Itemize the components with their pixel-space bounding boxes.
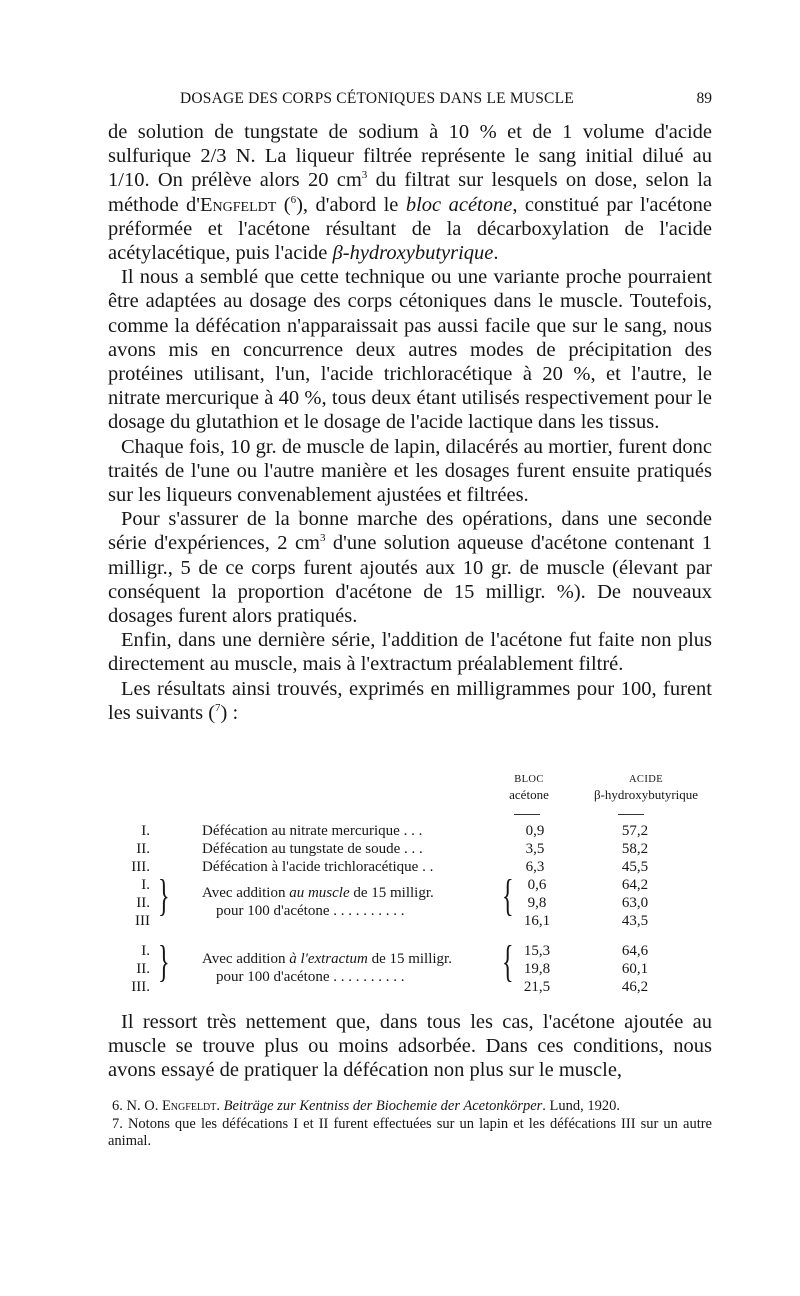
value-bloc: 0,6 xyxy=(527,877,547,893)
value-bloc: 0,9 xyxy=(525,823,545,839)
left-brace: } xyxy=(158,937,170,986)
footnote-ref-7[interactable]: 7 xyxy=(215,702,221,715)
right-brace: { xyxy=(502,937,514,986)
paragraph-5: Enfin, dans une dernière série, l'addition de l'acétone fut faite non plus directement au muscle, mais à l'extractum préalablement filtré. xyxy=(108,629,712,676)
author-engfeldt: Engfeldt xyxy=(200,193,277,216)
group-label-line2: pour 100 d'acétone . . . . . . . . . . xyxy=(216,903,405,919)
footnotes xyxy=(108,1098,712,1151)
body-text-continued xyxy=(108,1010,712,1083)
row-roman: I. xyxy=(141,877,150,893)
right-brace: { xyxy=(502,871,514,920)
value-acide: 46,2 xyxy=(621,979,649,995)
row-roman: II. xyxy=(136,895,150,911)
value-bloc: 15,3 xyxy=(523,943,551,959)
value-acide: 60,1 xyxy=(621,961,649,977)
row-label: Défécation au tungstate de soude . . . xyxy=(202,841,423,857)
running-head xyxy=(108,90,712,114)
row-roman: III. xyxy=(131,979,150,995)
footnote-6: 6. N. O. Engfeldt. Beiträge zur Kentniss der Biochemie der Acetonkörper. Lund, 1920. xyxy=(112,1098,621,1114)
paragraph-6: Les résultats ainsi trouvés, exprimés en milligrammes pour 100, furent les suivants ($^7$) : xyxy=(108,677,712,724)
paragraph-7: Il ressort très nettement que, dans tous les cas, l'acétone ajoutée au muscle se trouve plus ou moins adsorbée. Dans ces conditions, nous avons essayé de pratiquer la défécation non plus sur le muscle, xyxy=(108,1011,712,1082)
value-bloc: 3,5 xyxy=(525,841,545,857)
value-acide: 45,5 xyxy=(621,859,649,875)
row-roman: II. xyxy=(136,841,150,857)
value-acide: 58,2 xyxy=(621,841,649,857)
value-bloc: 16,1 xyxy=(523,913,551,929)
value-bloc: 9,8 xyxy=(527,895,547,911)
group-label: Avec addition au muscle de 15 milligr. xyxy=(202,885,434,901)
col-head-acide: ACIDE β-hydroxybutyrique xyxy=(593,774,699,802)
body-text xyxy=(108,120,712,725)
col-head-bloc: BLOC acétone xyxy=(509,774,549,802)
left-brace: } xyxy=(158,871,170,920)
value-acide: 43,5 xyxy=(621,913,649,929)
value-bloc: 21,5 xyxy=(523,979,551,995)
value-acide: 57,2 xyxy=(621,823,649,839)
row-roman: III. xyxy=(131,859,150,875)
paragraph-2: Il nous a semblé que cette technique ou une variante proche pourraient être adaptées au dosage des corps cétoniques dans le muscle. Toutefois, comme la défécation n'apparaissait pas aussi facile que sur le sang, nous avons mis en concurrence deux autres modes de précipitation des protéines utilisant, l'un, l'acide trichloracétique à 20 %, et l'autre, le nitrate mercurique à 40 %, tous deux étant utilisés respectivement pour le dosage du glutathion et le dosage de l'acide lactique dans les tissus. xyxy=(108,266,712,434)
row-roman: III xyxy=(135,913,150,929)
row-roman: I. xyxy=(141,943,150,959)
footnote-7: 7. Notons que les défécations I et II furent effectuées sur un lapin et les défécations III sur un autre animal. xyxy=(108,1115,712,1149)
paragraph-3: Chaque fois, 10 gr. de muscle de lapin, dilacérés au mortier, furent donc traités de l'une ou l'autre manière et les dosages furent ensuite pratiqués sur les liqueurs convenablement ajustées et filtrées. xyxy=(108,435,712,507)
paragraph-1: de solution de tungstate de sodium à 10 % et de 1 volume d'acide sulfurique 2/3 N. La liqueur filtrée représente le sang initial dilué au 1/10. On prélève alors 20 $cm^3$ du filtrat sur lesquels on dose, selon la méthode d'Engfeldt ($^6$), d'abord le bloc acétone, constitué par l'acétone préformée et l'acétone résultant de la décarboxylation de l'acide acétylacétique, puis l'acide β-hydroxybutyrique. xyxy=(108,121,713,265)
row-label: Défécation à l'acide trichloracétique . . xyxy=(202,859,434,875)
col-rule-1 xyxy=(514,814,540,815)
col-rule-2 xyxy=(618,814,644,815)
value-acide: 64,6 xyxy=(621,943,649,959)
value-acide: 63,0 xyxy=(621,895,649,911)
row-roman: I. xyxy=(141,823,150,839)
group-label-line2: pour 100 d'acétone . . . . . . . . . . xyxy=(216,969,405,985)
page-number: 89 xyxy=(696,90,712,107)
value-acide: 64,2 xyxy=(621,877,649,893)
value-bloc: 19,8 xyxy=(523,961,551,977)
row-roman: II. xyxy=(136,961,150,977)
paragraph-4: Pour s'assurer de la bonne marche des opérations, dans une seconde série d'expériences, 2 $cm^3$ d'une solution aqueuse d'acétone contenant 1 milligr., 5 de ce corps furent ajoutés aux 10 gr. de muscle (élevant par conséquent la proportion d'acétone de 15 milligr. %). De nouveaux dosages furent alors pratiqués. xyxy=(108,508,712,628)
footnote-ref-6[interactable]: 6 xyxy=(290,193,297,206)
value-bloc: 6,3 xyxy=(525,859,545,875)
running-head-title: DOSAGE DES CORPS CÉTONIQUES DANS LE MUSCLE xyxy=(180,90,574,107)
group-label: Avec addition à l'extractum de 15 milligr. xyxy=(202,951,452,967)
row-label: Défécation au nitrate mercurique . . . xyxy=(202,823,423,839)
